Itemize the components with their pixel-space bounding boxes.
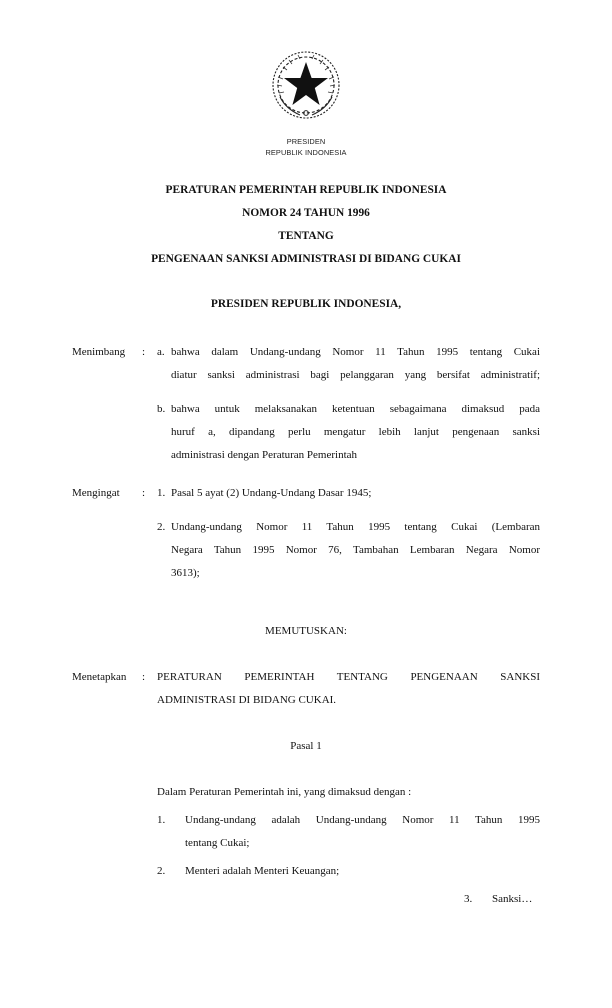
menetapkan-line-2: ADMINISTRASI DI BIDANG CUKAI. [157,694,337,706]
continuation-marker: 3. [464,893,473,905]
pasal-1-marker-1: 1. [157,814,166,826]
mengingat-colon: : [142,487,146,499]
continuation-text: Sanksi… [492,893,533,905]
menimbang-a-line-2: diatur sanksi administrasi bagi pelanggaran yang bersifat administratif; [171,369,540,381]
mengingat-2-line-2: Negara Tahun 1995 Nomor 76, Tambahan Lembaran Negara Nomor [171,544,540,556]
emblem-caption-presiden: PRESIDEN [286,137,326,146]
mengingat-2-line-3: 3613); [171,567,200,579]
menimbang-colon: : [142,346,146,358]
menetapkan-line-1: PERATURAN PEMERINTAH TENTANG PENGENAAN SANKSI [157,671,540,683]
title-line-1: PERATURAN PEMERINTAH REPUBLIK INDONESIA [165,184,447,196]
menimbang-label: Menimbang [72,346,126,358]
mengingat-marker-1: 1. [157,487,166,499]
menimbang-b-line-3: administrasi dengan Peraturan Pemerintah [171,449,358,461]
emblem-caption-republik: REPUBLIK INDONESIA [265,148,347,157]
pasal-1-marker-2: 2. [157,865,166,877]
mengingat-2-line-1: Undang-undang Nomor 11 Tahun 1995 tentang Cukai (Lembaran [171,521,540,533]
menetapkan-colon: : [142,671,146,683]
pasal-1-heading: Pasal 1 [290,740,322,752]
menimbang-b-line-2: huruf a, dipandang perlu mengatur lebih lanjut pengenaan sanksi [171,426,540,438]
title-line-3: TENTANG [278,230,334,242]
menimbang-marker-b: b. [157,403,166,415]
menetapkan-label: Menetapkan [72,671,127,683]
menimbang-a-line-1: bahwa dalam Undang-undang Nomor 11 Tahun 1995 tentang Cukai [171,346,540,358]
issuer-heading: PRESIDEN REPUBLIK INDONESIA, [210,298,402,310]
mengingat-label: Mengingat [72,487,120,499]
pasal-1-item-1-line-2: tentang Cukai; [185,837,250,849]
pasal-1-item-1-line-1: Undang-undang adalah Undang-undang Nomor 11 Tahun 1995 [185,814,540,826]
pasal-1-intro: Dalam Peraturan Pemerintah ini, yang dimaksud dengan : [157,786,412,798]
mengingat-1-line-1: Pasal 5 ayat (2) Undang-Undang Dasar 1945; [171,487,372,499]
menimbang-marker-a: a. [157,346,165,358]
title-line-2: NOMOR 24 TAHUN 1996 [242,207,370,219]
pasal-1-item-2-line-1: Menteri adalah Menteri Keuangan; [185,865,340,877]
title-line-4: PENGENAAN SANKSI ADMINISTRASI DI BIDANG CUKAI [151,253,461,265]
garuda-star-wreath-emblem-icon [268,47,344,123]
menimbang-b-line-1: bahwa untuk melaksanakan ketentuan sebagaimana dimaksud pada [171,403,540,415]
mengingat-marker-2: 2. [157,521,166,533]
memutuskan-heading: MEMUTUSKAN: [265,625,347,637]
